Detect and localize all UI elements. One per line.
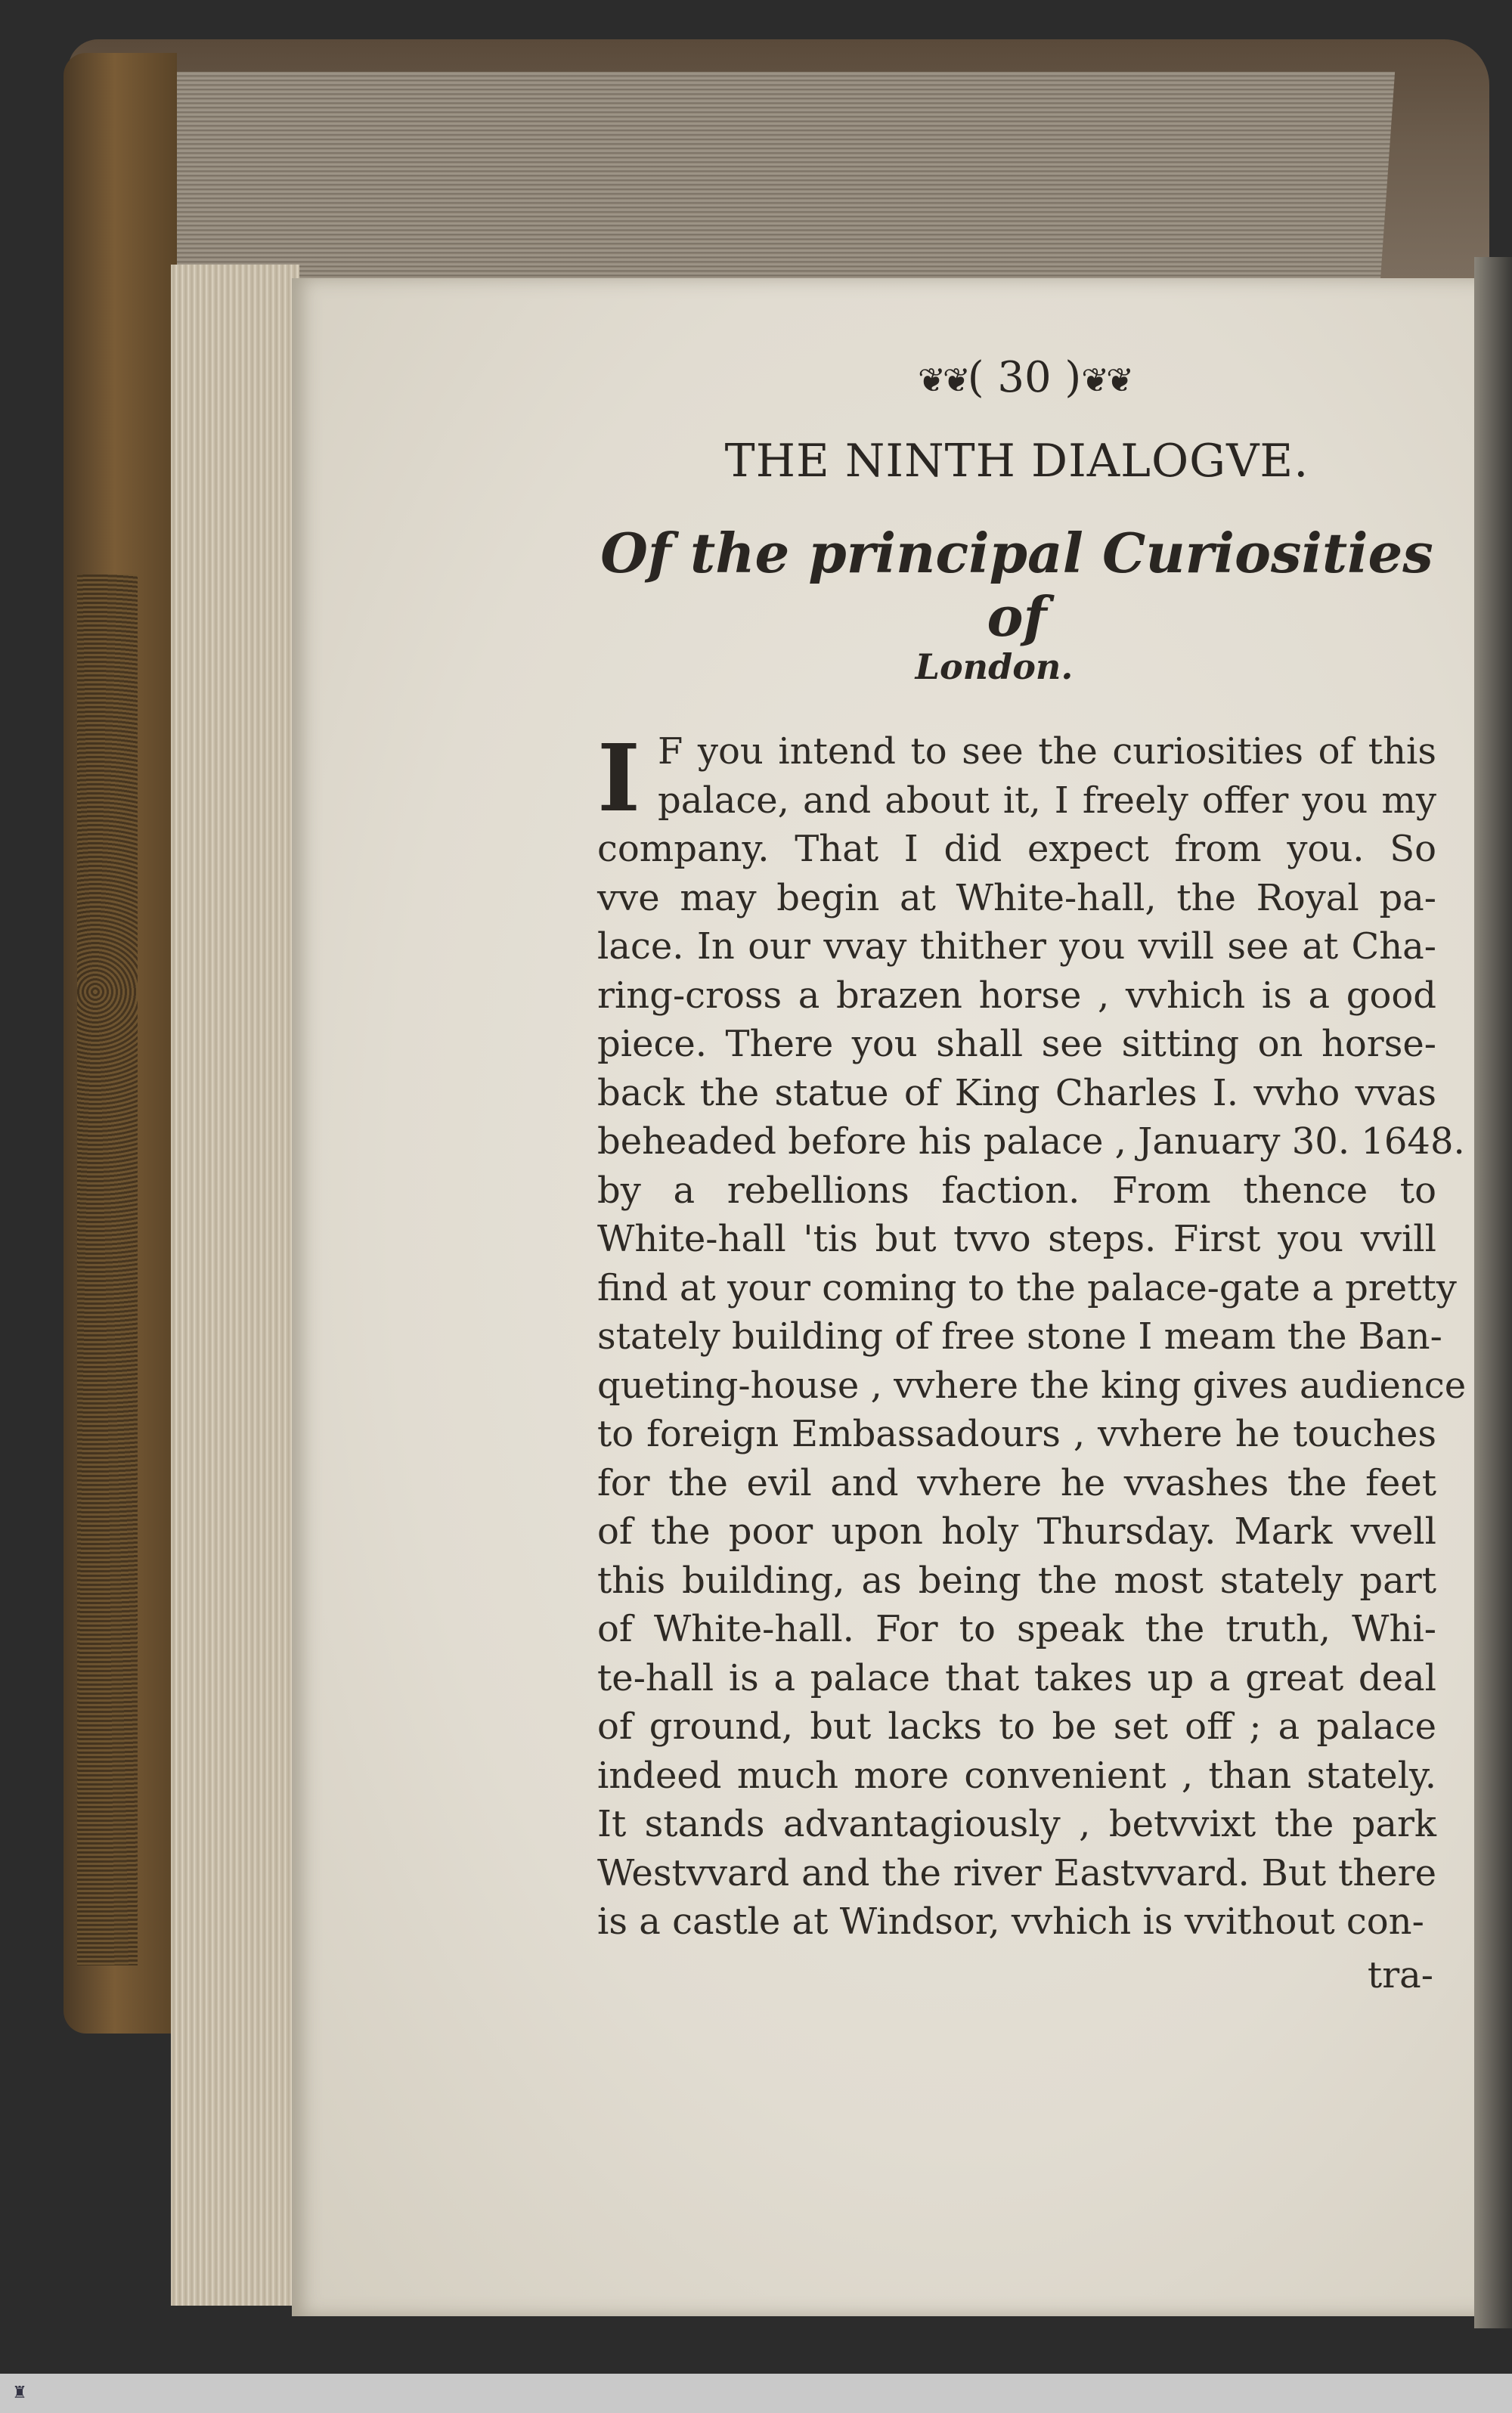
text-line: of ground, but lacks to be set off ; a palace: [597, 1705, 1436, 1748]
text-line: back the statue of King Charles I. vvho vvas: [597, 1071, 1436, 1114]
text-line: this building, as being the most stately part: [597, 1559, 1436, 1602]
page-number-header: [612, 348, 1436, 408]
page-right-shadow: [1474, 257, 1512, 2328]
text-line: company. That I did expect from you. So: [597, 828, 1436, 870]
text-line: lace. In our vvay thither you vvill see at Cha-: [597, 925, 1436, 968]
page-block-edges: [140, 72, 1395, 291]
text-line: I F you intend to see the curiosities of this: [597, 723, 1436, 832]
text-line: White-hall 'tis but tvvo steps. First you vvill: [597, 1218, 1436, 1260]
text-line: It stands advantagiously , betvvixt the park: [597, 1803, 1436, 1845]
ornament-right-icon: ❦❦: [1081, 361, 1132, 400]
library-logo-icon: ♜: [12, 2384, 27, 2402]
page-stack: [171, 265, 299, 2306]
text-line: queting-house , vvhere the king gives audience: [597, 1364, 1467, 1407]
text-line: to foreign Embassadours , vvhere he touches: [597, 1413, 1436, 1455]
text-line: te-hall is a palace that takes up a great deal: [597, 1656, 1436, 1699]
text-line: find at your coming to the palace-gate a pretty: [597, 1266, 1457, 1309]
text-line: for the evil and vvhere he vvashes the feet: [597, 1461, 1436, 1504]
text-line: Westvvard and the river Eastvvard. But there: [597, 1851, 1436, 1894]
text-line: piece. There you shall see sitting on horse-: [597, 1023, 1436, 1065]
text-line: palace, and about it, I freely offer you my: [658, 779, 1436, 822]
body-text: [597, 723, 1467, 1947]
viewer-footer-bar: [0, 2374, 1512, 2413]
text-line: vve may begin at White-hall, the Royal pa-: [597, 876, 1436, 919]
text-line: of White-hall. For to speak the truth, Whi-: [597, 1608, 1436, 1650]
text-line: indeed much more convenient , than stately.: [597, 1754, 1436, 1797]
chapter-heading: THE NINTH DIALOGVE.: [724, 435, 1309, 488]
text-line: of the poor upon holy Thursday. Mark vvell: [597, 1510, 1436, 1553]
page-text-area: [597, 348, 1467, 1999]
drop-cap: I: [597, 723, 641, 832]
text-line: beheaded before his palace , January 30. 1648.: [597, 1120, 1465, 1163]
chapter-subtitle-continued: London.: [915, 646, 1074, 687]
chapter-subtitle: Of the principal Curiosities of: [600, 521, 1433, 649]
catchword: tra-: [1367, 1953, 1433, 1996]
ornament-left-icon: ❦❦: [917, 361, 968, 400]
spine-leather-texture: [77, 575, 138, 1965]
text-line: stately building of free stone I meam the Ban-: [597, 1315, 1442, 1358]
text-line: ring-cross a brazen horse , vvhich is a good: [597, 974, 1436, 1017]
page-number: ( 30 ): [967, 353, 1082, 402]
text-line: is a castle at Windsor, vvhich is vvithout con-: [597, 1900, 1424, 1943]
text-line: by a rebellions faction. From thence to: [597, 1169, 1436, 1212]
